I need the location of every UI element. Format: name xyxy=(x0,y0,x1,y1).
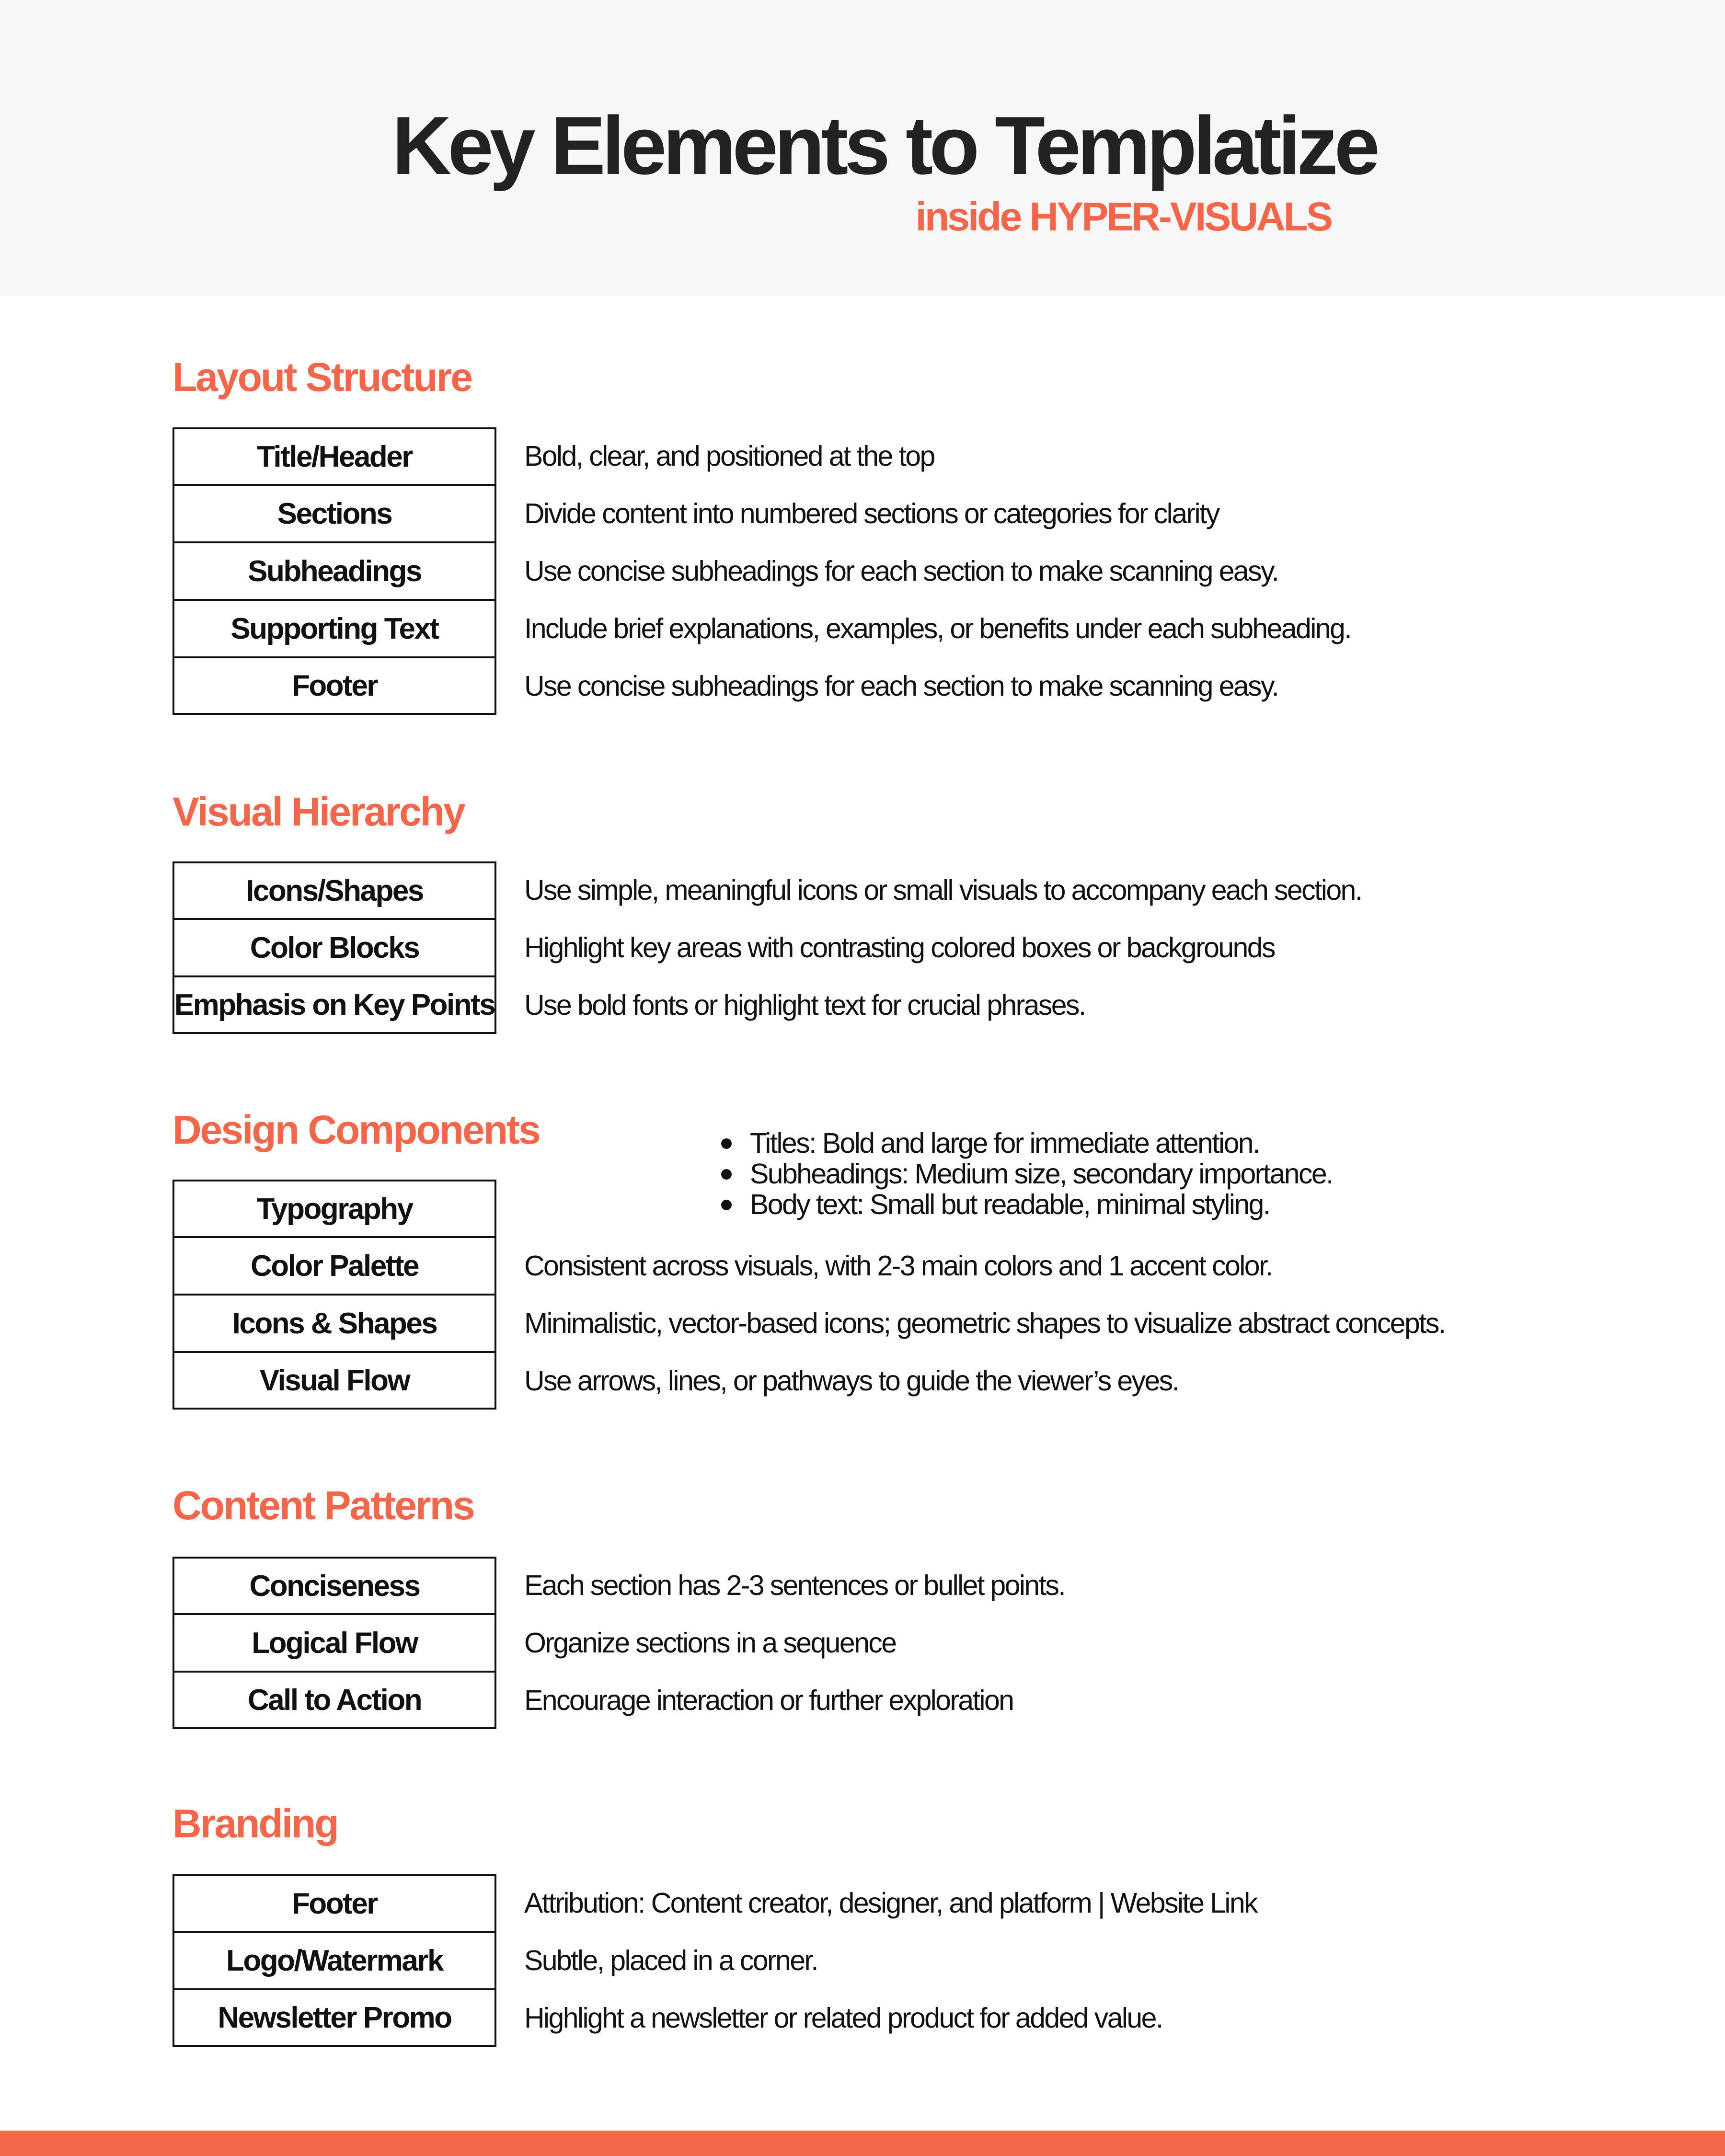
term-cell: Conciseness xyxy=(172,1557,496,1614)
term-cell: Logical Flow xyxy=(172,1614,496,1672)
term-cell: Supporting Text xyxy=(172,600,496,657)
term-cell: Title/Header xyxy=(172,427,496,485)
term-cell: Footer xyxy=(172,1874,496,1932)
description: Divide content into numbered sections or categories for clarity xyxy=(524,498,1219,529)
page-title: Key Elements to Templatize xyxy=(392,100,1377,192)
description: Use arrows, lines, or pathways to guide the viewer’s eyes. xyxy=(524,1365,1179,1397)
term-cell: Color Blocks xyxy=(172,919,496,976)
term-cell: Logo/Watermark xyxy=(172,1932,496,1989)
description: Attribution: Content creator, designer, and platform | Website Link xyxy=(524,1887,1257,1919)
term-cell: Sections xyxy=(172,485,496,542)
page-subtitle: inside HYPER-VISUALS xyxy=(915,194,1331,239)
bullet-item: Body text: Small but readable, minimal styling. xyxy=(721,1189,1333,1220)
term-cell: Newsletter Promo xyxy=(172,1989,496,2047)
description: Use concise subheadings for each section to make scanning easy. xyxy=(524,670,1278,702)
description: Subtle, placed in a corner. xyxy=(524,1945,818,1976)
description: Use simple, meaningful icons or small visuals to accompany each section. xyxy=(524,874,1362,906)
header-band xyxy=(0,0,1725,296)
section-title: Layout Structure xyxy=(172,355,472,400)
term-cell: Footer xyxy=(172,657,496,715)
description: Bold, clear, and positioned at the top xyxy=(524,440,934,472)
section-title: Visual Hierarchy xyxy=(172,789,464,834)
section-title: Design Components xyxy=(172,1107,540,1152)
description: Highlight a newsletter or related product for added value. xyxy=(524,2002,1162,2034)
description: Use bold fonts or highlight text for crucial phrases. xyxy=(524,989,1085,1021)
term-cell: Color Palette xyxy=(172,1237,496,1295)
term-cell: Subheadings xyxy=(172,542,496,600)
description: Encourage interaction or further exploration xyxy=(524,1685,1013,1716)
description: Organize sections in a sequence xyxy=(524,1627,896,1659)
typography-bullet-list xyxy=(721,1128,1333,1220)
bottom-accent-bar xyxy=(0,2131,1725,2156)
bullet-item: Subheadings: Medium size, secondary importance. xyxy=(721,1158,1333,1189)
description: Consistent across visuals, with 2-3 main colors and 1 accent color. xyxy=(524,1250,1272,1282)
bullet-item: Titles: Bold and large for immediate attention. xyxy=(721,1128,1333,1158)
section-title: Branding xyxy=(172,1801,338,1846)
term-cell: Call to Action xyxy=(172,1672,496,1729)
term-cell: Visual Flow xyxy=(172,1352,496,1410)
term-cell: Typography xyxy=(172,1180,496,1237)
description: Each section has 2-3 sentences or bullet points. xyxy=(524,1570,1065,1601)
term-cell: Icons & Shapes xyxy=(172,1295,496,1352)
term-cell: Emphasis on Key Points xyxy=(172,976,496,1034)
description: Include brief explanations, examples, or benefits under each subheading. xyxy=(524,613,1351,644)
description: Use concise subheadings for each section to make scanning easy. xyxy=(524,555,1278,587)
term-cell: Icons/Shapes xyxy=(172,861,496,919)
description: Highlight key areas with contrasting colored boxes or backgrounds xyxy=(524,932,1275,963)
description: Minimalistic, vector-based icons; geometric shapes to visualize abstract concepts. xyxy=(524,1307,1445,1339)
section-title: Content Patterns xyxy=(172,1483,474,1528)
